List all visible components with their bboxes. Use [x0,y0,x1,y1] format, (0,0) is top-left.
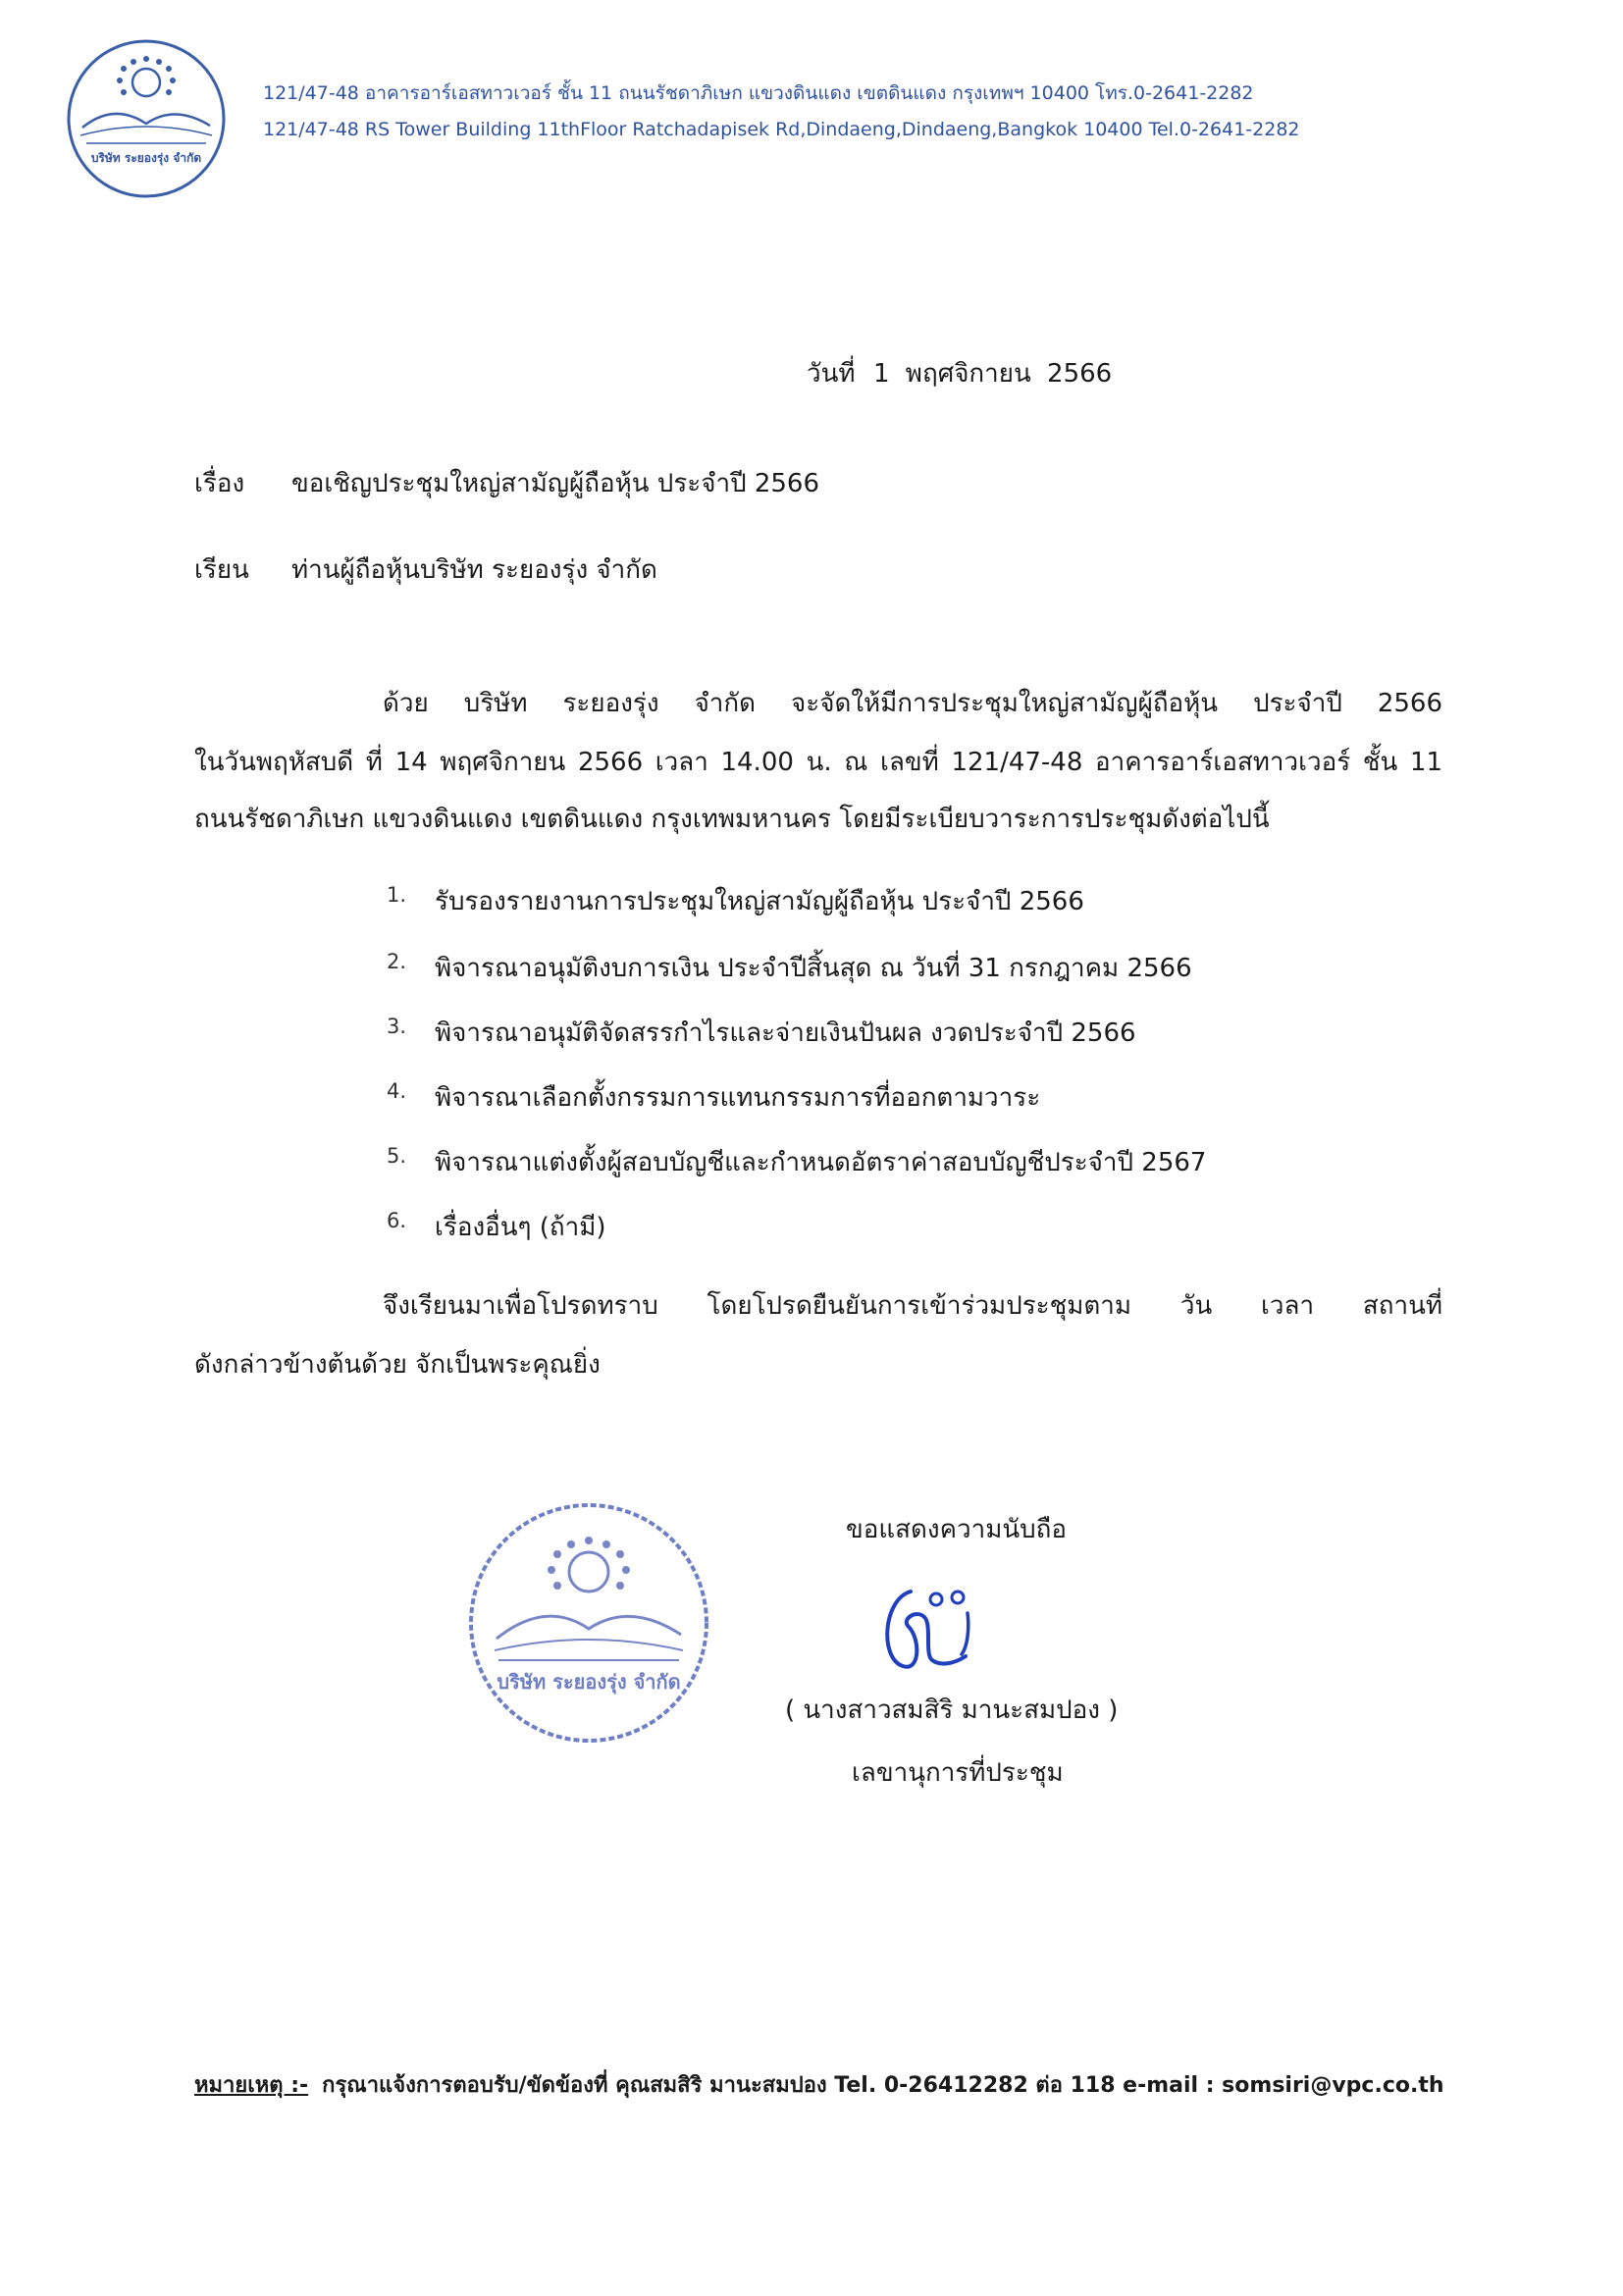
body-line: ถนนรัชดาภิเษก แขวงดินแดง เขตดินแดง กรุงเทพมหานคร โดยมีระเบียบวาระการประชุมดังต่อไปนี้ [194,805,1270,834]
stamp-caption: บริษัท ระยองรุ่ง จำกัด [497,1670,681,1694]
agenda-number: 6. [387,1209,407,1232]
agenda-item: พิจารณาแต่งตั้งผู้สอบบัญชีและกำหนดอัตราค่าสอบบัญชีประจำปี 2567 [435,1148,1207,1177]
logo-caption: บริษัท ระยองรุ่ง จำกัด [90,151,202,165]
recipient-text: ท่านผู้ถือหุ้นบริษัท ระยองรุ่ง จำกัด [291,555,657,585]
note-text: กรุณาแจ้งการตอบรับ/ขัดข้องที่ คุณสมสิริ มานะสมปอง Tel. 0-26412282 ต่อ 118 e-mail : somsiri@vpc.co.th [322,2073,1444,2098]
agenda-item: พิจารณาเลือกตั้งกรรมการแทนกรรมการที่ออกตามวาระ [435,1083,1041,1113]
agenda-item: รับรองรายงานการประชุมใหญ่สามัญผู้ถือหุ้น ประจำปี 2566 [435,887,1084,916]
signature-icon [864,1570,1021,1678]
closing-line: จึงเรียนมาเพื่อโปรดทราบ โดยโปรดยืนยันการเข้าร่วมประชุมตาม วัน เวลา สถานที่ [383,1291,1442,1321]
company-logo [65,37,228,200]
agenda-item: พิจารณาอนุมัติงบการเงิน ประจำปีสิ้นสุด ณ วันที่ 31 กรกฎาคม 2566 [435,954,1192,983]
agenda-item: เรื่องอื่นๆ (ถ้ามี) [435,1213,606,1242]
agenda-number: 5. [387,1144,407,1168]
subject-label: เรื่อง [194,469,245,498]
company-stamp [457,1491,720,1754]
address-english: 121/47-48 RS Tower Building 11thFloor Ratchadapisek Rd,Dindaeng,Dindaeng,Bangkok 10400 Tel.0-2641-2282 [263,119,1300,140]
date-label: วันที่ [807,359,856,389]
subject-text: ขอเชิญประชุมใหญ่สามัญผู้ถือหุ้น ประจำปี 2566 [291,469,820,498]
body-line: ด้วย บริษัท ระยองรุ่ง จำกัด จะจัดให้มีการประชุมใหญ่สามัญผู้ถือหุ้น ประจำปี 2566 [383,689,1442,718]
agenda-number: 4. [387,1079,407,1103]
agenda-number: 3. [387,1015,407,1038]
agenda-number: 1. [387,883,407,907]
address-thai: 121/47-48 อาคารอาร์เอสทาวเวอร์ ชั้น 11 ถนนรัชดาภิเษก แขวงดินแดง เขตดินแดง กรุงเทพฯ 10400 โทร.0-2641-2282 [263,82,1254,104]
date-value: 1 พฤศจิกายน 2566 [873,359,1113,389]
recipient-label: เรียน [194,555,249,585]
note-label: หมายเหตุ :- [194,2073,309,2098]
signer-title: เลขานุการที่ประชุม [852,1758,1064,1788]
logo-icon [65,37,228,200]
agenda-number: 2. [387,950,407,973]
sign-off: ขอแสดงความนับถือ [846,1515,1067,1544]
stamp-icon [457,1491,720,1754]
agenda-item: พิจารณาอนุมัติจัดสรรกำไรและจ่ายเงินปันผล งวดประจำปี 2566 [435,1018,1136,1048]
signature [864,1570,1021,1678]
footer-note [194,2067,1444,2102]
signer-name: ( นางสาวสมสิริ มานะสมปอง ) [785,1696,1119,1725]
body-line: ในวันพฤหัสบดี ที่ 14 พฤศจิกายน 2566 เวลา 14.00 น. ณ เลขที่ 121/47-48 อาคารอาร์เอสทาวเวอร์ ชั้น 11 [194,748,1442,777]
closing-line: ดังกล่าวข้างต้นด้วย จักเป็นพระคุณยิ่ง [194,1350,601,1380]
